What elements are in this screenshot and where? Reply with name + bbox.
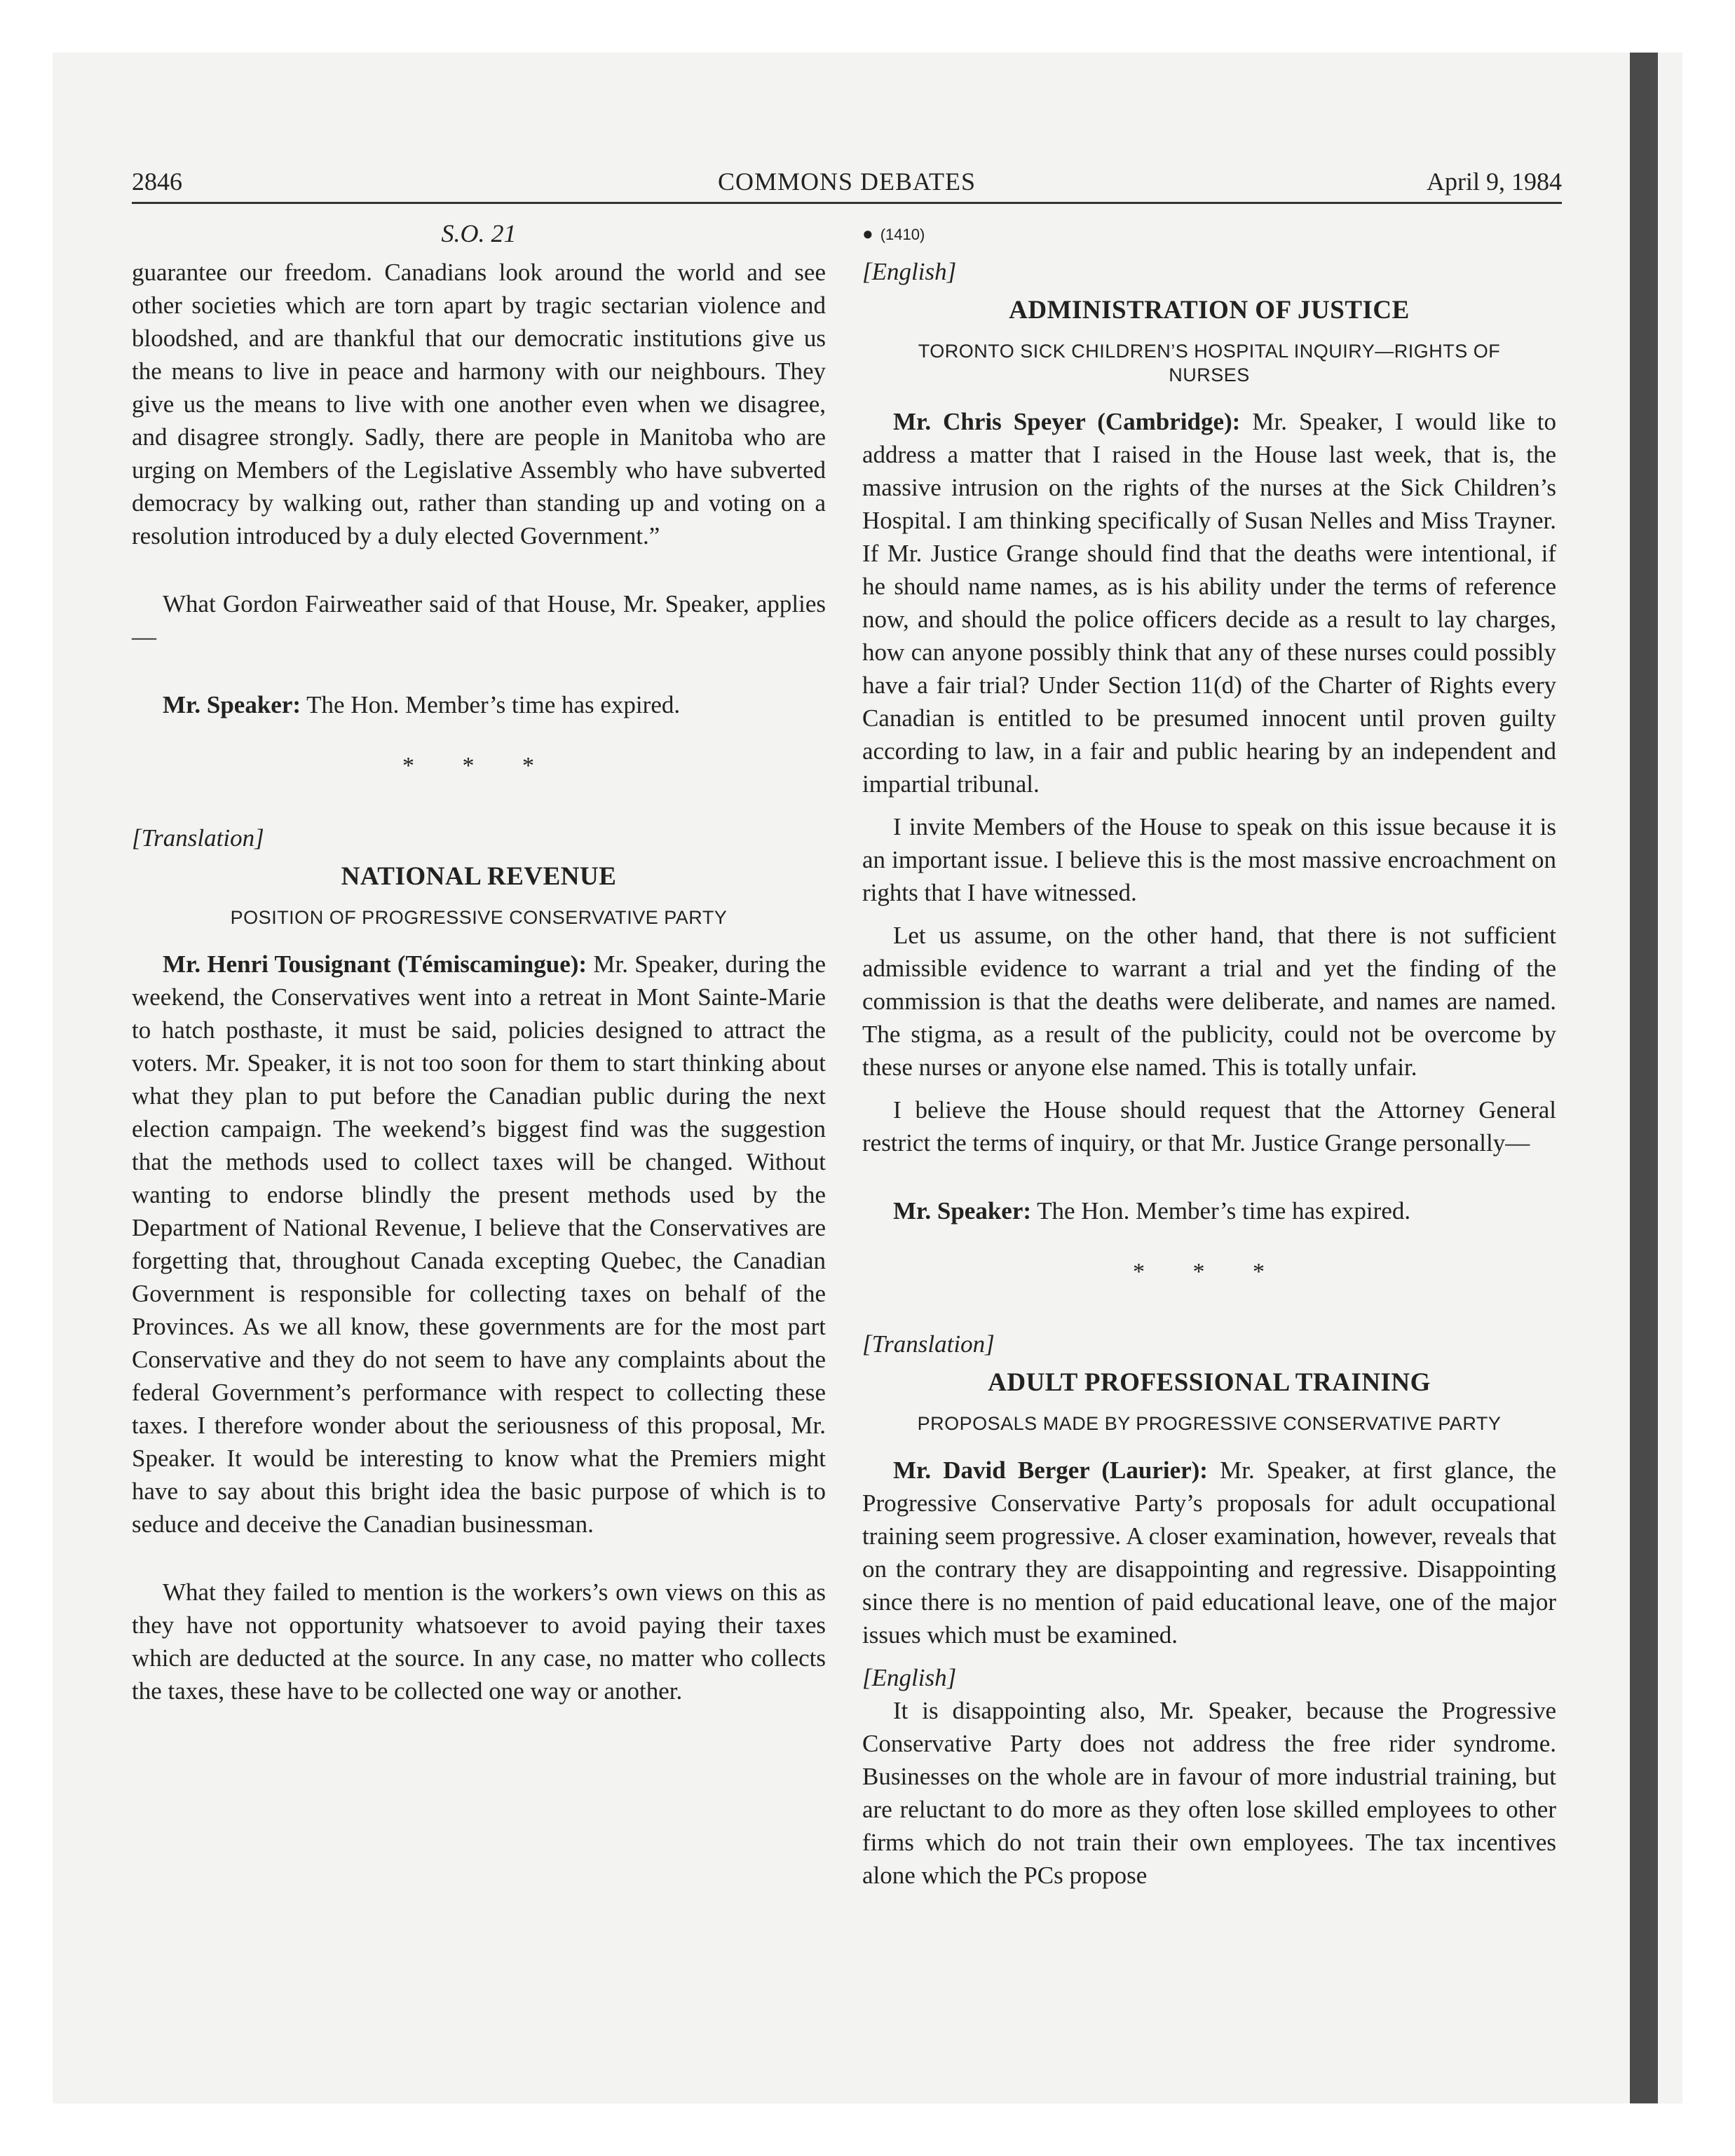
right-column <box>862 217 1556 1902</box>
speaker-paragraph <box>132 948 826 1541</box>
section-heading: NATIONAL REVENUE <box>341 862 617 891</box>
section-separator: * * * <box>402 753 555 779</box>
speaker-paragraph <box>132 688 826 721</box>
time-marker: ● (1410) <box>862 223 925 244</box>
publication-title: COMMONS DEBATES <box>717 168 977 196</box>
header-rule <box>132 202 1562 204</box>
section-separator: * * * <box>1133 1259 1286 1285</box>
speaker-text: The Hon. Member’s time has expired. <box>301 691 681 718</box>
section-subheading: POSITION OF PROGRESSIVE CONSERVATIVE PARTY <box>230 907 728 928</box>
speaker-paragraph <box>862 405 1556 800</box>
standing-order-label: S.O. 21 <box>441 219 517 247</box>
speaker-name: Mr. Speaker: <box>893 1197 1032 1224</box>
speaker-paragraph <box>862 1194 1556 1227</box>
speaker-name: Mr. Speaker: <box>163 691 301 718</box>
language-tag: [English] <box>862 258 957 285</box>
speaker-text: Mr. Speaker, I would like to address a matter that I raised in the House last week, that is, the massive intrusion on the rights of the nurses at the Sick Children’s Hospital. I am thinking specifically of Susan Nelles and Miss Trayner. If Mr. Justice Grange should find that the deaths were intentional, if he should name names, as is his ability under the terms of reference now, and should the police officers decide as a result to lay charges, how can anyone possibly think that any of these nurses could possibly have a fair trial? Under Section 11(d) of the Charter of Rights every Canadian is entitled to be presumed innocent until proven guilty according to law, in a fair and public hearing by an independent and impartial tribunal. <box>862 408 1556 798</box>
paragraph: I believe the House should request that the Attorney General restrict the terms of inquiry, or that Mr. Justice Grange personally— <box>862 1096 1556 1157</box>
speaker-name: Mr. Henri Tousignant (Témiscamingue): <box>163 950 587 978</box>
paragraph: It is disappointing also, Mr. Speaker, because the Progressive Conservative Party does not address the free rider syndrome. Businesses on the whole are in favour of more industrial training, but are reluctant to do more as they often lose skilled employees to other firms which do not train their own employees. The tax incentives alone which the PCs propose <box>862 1697 1556 1889</box>
speaker-paragraph <box>862 1454 1556 1651</box>
section-heading: ADMINISTRATION OF JUSTICE <box>1009 296 1410 325</box>
speaker-text: Mr. Speaker, during the weekend, the Conservatives went into a retreat in Mont Sainte-Marie to hatch posthaste, it must be said, policies designed to attract the voters. Mr. Speaker, it is not too soon for them to start thinking about what they plan to put before the Canadian public during the next election campaign. The weekend’s biggest find was the suggestion that the methods used to collect taxes will be changed. Without wanting to endorse blindly the present methods used by the Department of National Revenue, I believe that the Conservatives are forgetting that, throughout Canada excepting Quebec, the Canadian Government is responsible for collecting taxes on behalf of the Provinces. As we all know, these governments are for the most part Conservative and they do not seem to have any complaints about the federal Government’s performance with respect to collecting these taxes. I therefore wonder about the seriousness of this proposal, Mr. Speaker. It would be interesting to know what the Premiers might have to say about this bright idea the basic purpose of which is to seduce and deceive the Canadian businessman. <box>132 950 826 1538</box>
language-tag: [Translation] <box>862 1330 995 1358</box>
bullet-icon: ● <box>862 223 873 244</box>
paragraph: I invite Members of the House to speak on this issue because it is an important issue. I believe this is the most massive encroachment on rights that I have witnessed. <box>862 813 1556 906</box>
paragraph: What they failed to mention is the workers’s own views on this as they have not opportunity whatsoever to avoid paying their taxes which are deducted at the source. In any case, no matter who collects the taxes, these have to be collected one way or another. <box>132 1578 826 1705</box>
paragraph: Let us assume, on the other hand, that there is not sufficient admissible evidence to warrant a trial and yet the finding of the commission is that the deaths were deliberate, and names are named. The stigma, as a result of the publicity, could not be overcome by these nurses or anyone else named. This is totally unfair. <box>862 922 1556 1081</box>
page-number: 2846 <box>132 168 182 196</box>
left-column <box>132 217 826 1717</box>
speaker-text: Mr. Speaker, at first glance, the Progressive Conservative Party’s proposals for adult occupational training seem progressive. A closer examination, however, reveals that on the contrary they are disappointing and regressive. Disappointing since there is no mention of paid educational leave, one of the major issues which must be examined. <box>862 1456 1556 1649</box>
page-date: April 9, 1984 <box>1427 168 1562 196</box>
speaker-name: Mr. Chris Speyer (Cambridge): <box>893 408 1241 435</box>
paragraph: What Gordon Fairweather said of that House, Mr. Speaker, applies— <box>132 590 826 650</box>
page-header <box>132 167 1562 202</box>
section-subheading: PROPOSALS MADE BY PROGRESSIVE CONSERVATIVE PARTY <box>917 1413 1502 1434</box>
speaker-text: The Hon. Member’s time has expired. <box>1031 1197 1411 1224</box>
language-tag: [English] <box>862 1664 957 1691</box>
language-tag: [Translation] <box>132 824 264 852</box>
speaker-name: Mr. David Berger (Laurier): <box>893 1456 1208 1484</box>
page-spine-shadow <box>1630 53 1658 2103</box>
paragraph: guarantee our freedom. Canadians look around the world and see other societies which are torn apart by tragic sectarian violence and bloodshed, and are thankful that our democratic institutions give us the means to live in peace and harmony with our neighbours. They give us the means to live with one another even when we disagree, and disagree strongly. Sadly, there are people in Manitoba who are urging on Members of the Legislative Assembly who have subverted democracy by walking out, rather than standing up and voting on a resolution introduced by a duly elected Government.” <box>132 259 826 550</box>
section-subheading: TORONTO SICK CHILDREN’S HOSPITAL INQUIRY—RIGHTS OF NURSES <box>918 341 1501 386</box>
section-heading: ADULT PROFESSIONAL TRAINING <box>988 1368 1431 1397</box>
